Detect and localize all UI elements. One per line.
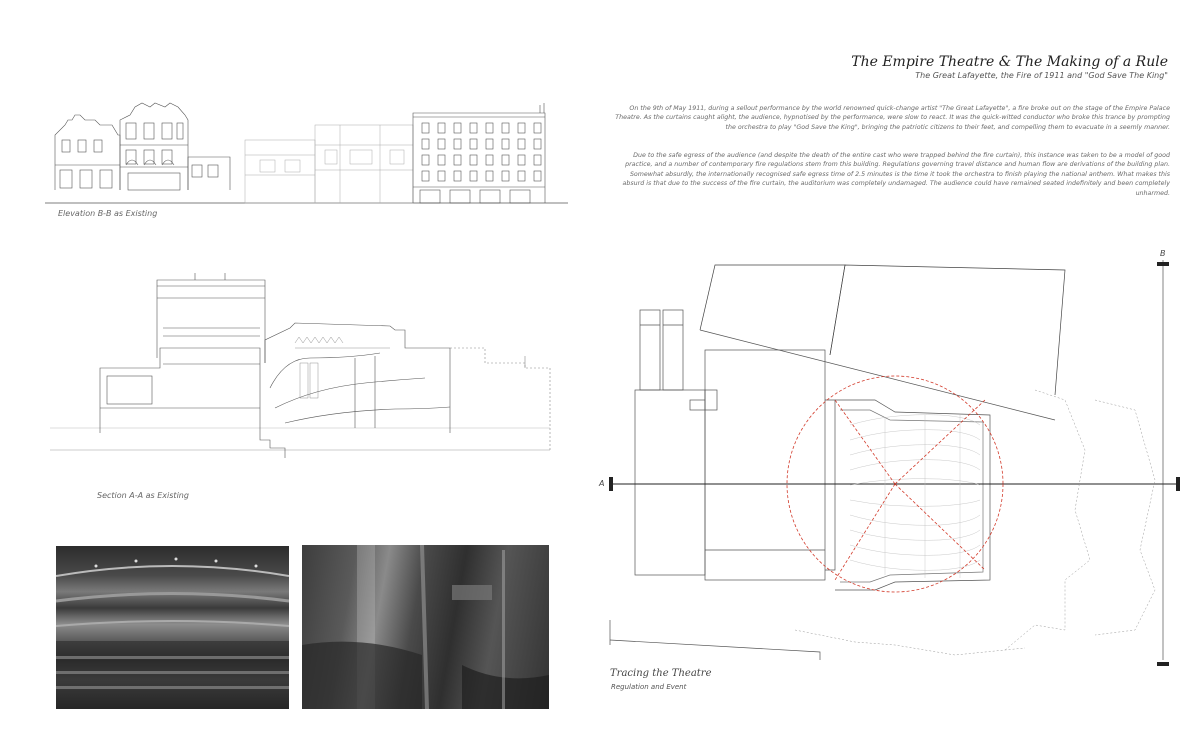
page-title: The Empire Theatre & The Making of a Rule [851, 54, 1168, 70]
auditorium-photo [56, 546, 289, 709]
title-block [851, 54, 1168, 80]
plan-caption-subtitle: Regulation and Event [611, 683, 687, 691]
elevation-drawing [40, 95, 570, 210]
section-marker-b: B [1160, 249, 1166, 258]
elevation-caption: Elevation B-B as Existing [58, 209, 158, 218]
plan-drawing [595, 250, 1195, 670]
body-paragraph-2: Due to the safe egress of the audience (and despite the death of the entire cast who were trapped behind the fire curtain), this instance was taken to be a model of good practice, and a number of contemporary fire regulations stem from this building. Regulations governing travel distance and human flow are derivations of the building plan. Somewhat absurdly, the internationally recognised safe egress time of 2.5 minutes is the time it took the orchestra to finish playing the national anthem. What makes this absurd is that due to the success of the fire curtain, the auditorium was completely undamaged. The audience could have remained seated indefinitely and been completely unharmed. [622, 152, 1170, 197]
section-caption: Section A-A as Existing [97, 491, 189, 500]
plan-caption-title: Tracing the Theatre [610, 668, 712, 679]
section-marker-a: A [599, 479, 605, 488]
page-subtitle: The Great Lafayette, the Fire of 1911 and "God Save The King" [915, 71, 1168, 80]
stage-ruin-photo [302, 545, 549, 709]
section-drawing [45, 268, 555, 468]
body-paragraph-1: On the 9th of May 1911, during a sellout performance by the world renowned quick-change artist "The Great Lafayette", a fire broke out on the stage of the Empire Palace Theatre. As the curtains caught alight, the audience, hypnotised by the performance, were slow to react. It was the quick-witted conductor who broke this trance by prompting the orchestra to play "God Save the King", bringing the patriotic citizens to their feet, and compelling them to evacuate in a seemly manner. [615, 105, 1170, 131]
